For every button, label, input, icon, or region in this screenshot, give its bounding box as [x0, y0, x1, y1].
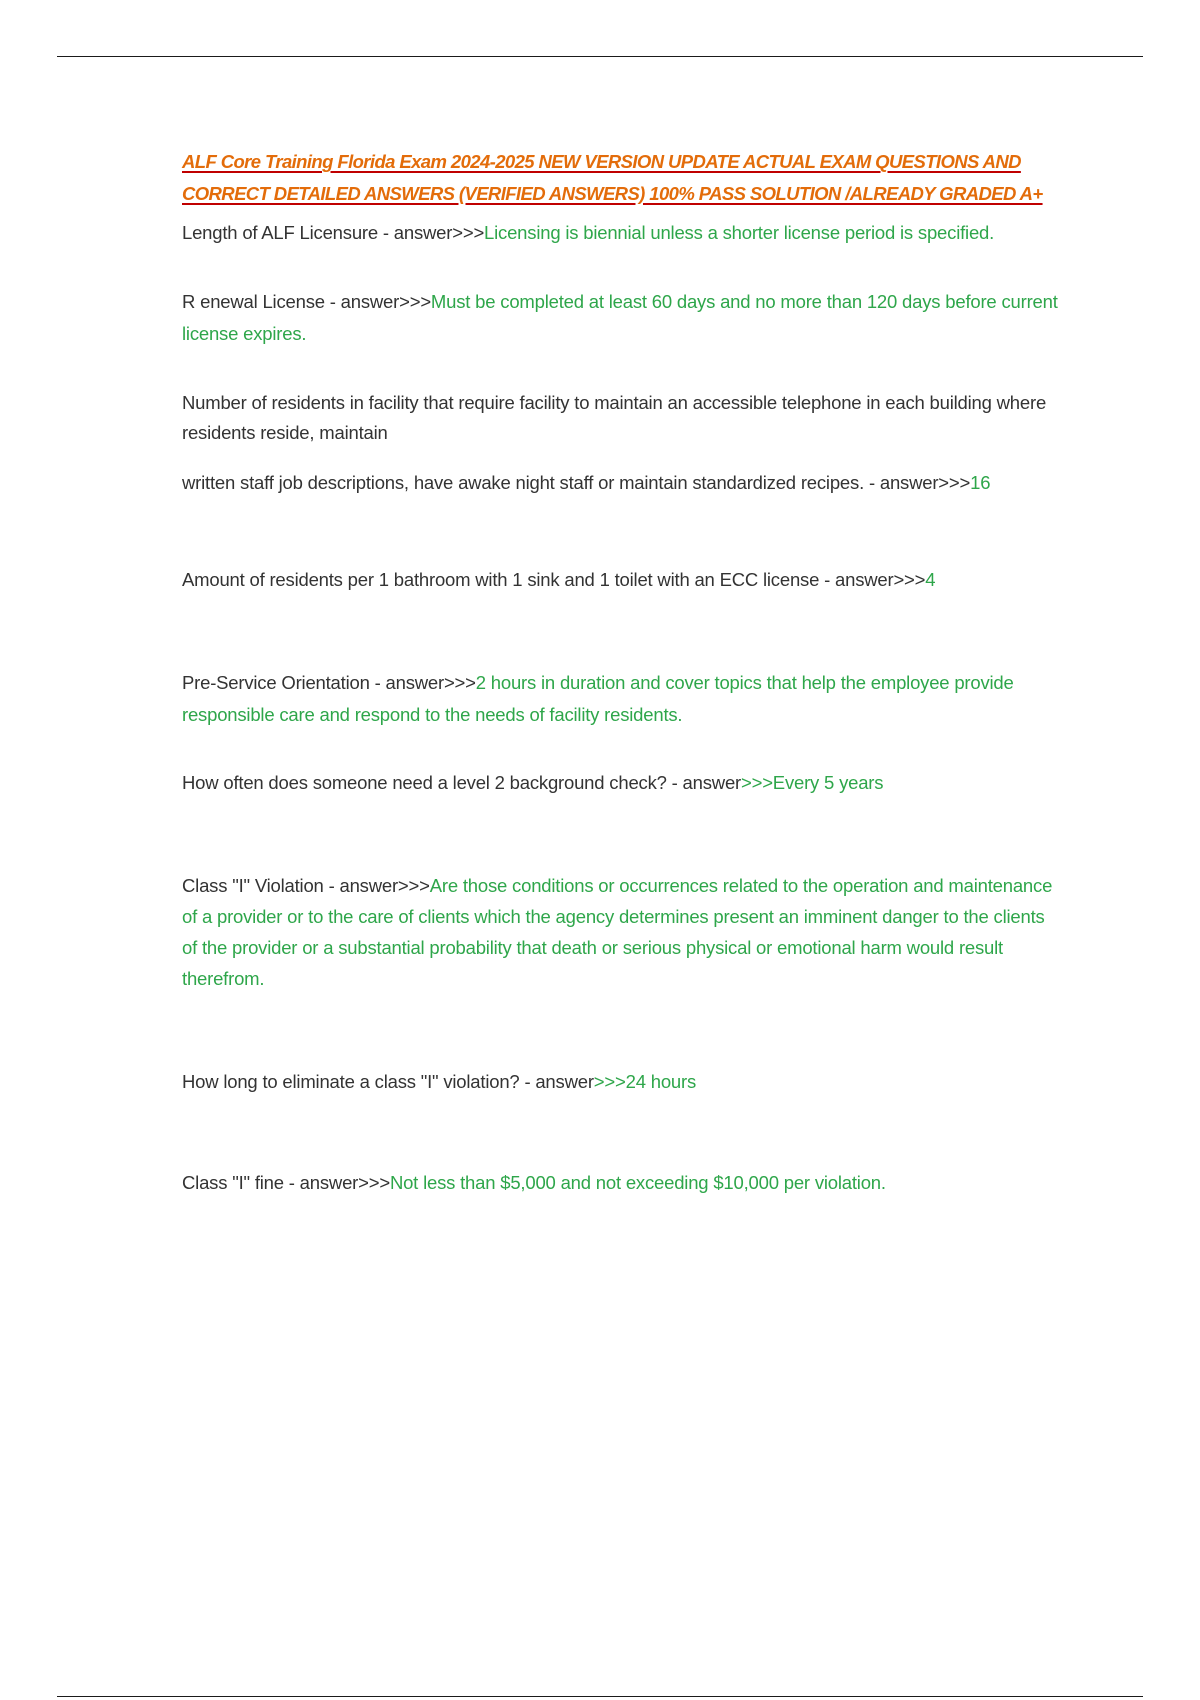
document-title: ALF Core Training Florida Exam 2024-2025 NEW VERSION UPDATE ACTUAL EXAM QUESTIONS AND CORRECT DETAILED ANSWERS (VERIFIED ANSWERS) 100% PASS SOLUTION /ALREADY GRADED A+ — [182, 151, 1043, 204]
answer-text: 4 — [925, 569, 936, 590]
question-text: R enewal License - answer>>> — [182, 291, 431, 312]
question-text: Class "I" fine - answer>>> — [182, 1172, 390, 1193]
document-body — [182, 146, 1062, 1199]
header-rule — [57, 56, 1143, 57]
qa-item-pre-service-orientation — [182, 667, 1062, 731]
question-text: Length of ALF Licensure - answer>>> — [182, 222, 485, 243]
qa-item-renewal-license — [182, 286, 1062, 350]
answer-text: Must be completed at least 60 days and no more than 120 days before current license expires. — [182, 291, 1058, 344]
question-text: Pre-Service Orientation - answer>>> — [182, 672, 476, 693]
question-text-continued: written staff job descriptions, have awake night staff or maintain standardized recipes. - answer>>> — [182, 472, 971, 493]
question-text: Class "I" Violation - answer>>> — [182, 875, 430, 896]
qa-item-class-i-fine — [182, 1167, 1062, 1199]
answer-text: 2 hours in duration and cover topics that help the employee provide responsible care and respond to the needs of facility residents. — [182, 672, 1014, 725]
qa-item-licensure-length — [182, 217, 1062, 249]
answer-text: >>>24 hours — [593, 1071, 697, 1092]
answer-text: 16 — [970, 472, 991, 493]
question-text: How often does someone need a level 2 background check? - answer — [182, 772, 741, 793]
qa-item-resident-count-continuation — [182, 468, 1062, 498]
answer-text: >>>Every 5 years — [741, 772, 884, 793]
qa-item-class-i-violation — [182, 870, 1062, 994]
qa-item-resident-count-question — [182, 388, 1062, 448]
qa-item-background-check — [182, 767, 1062, 799]
qa-item-class-i-elimination — [182, 1066, 1062, 1098]
footer-rule — [57, 1696, 1143, 1697]
question-text: Amount of residents per 1 bathroom with 1 sink and 1 toilet with an ECC license - answer>>> — [182, 569, 926, 590]
question-text: How long to eliminate a class "I" violation? - answer — [182, 1071, 594, 1092]
answer-text: Are those conditions or occurrences related to the operation and maintenance of a provider or to the care of clients which the agency determines present an imminent danger to the clients of the provider or a substantial probability that death or serious physical or emotional harm would result therefrom. — [182, 875, 1053, 989]
answer-text: Licensing is biennial unless a shorter license period is specified. — [484, 222, 995, 243]
qa-item-bathroom-ratio — [182, 564, 1062, 596]
question-text: Number of residents in facility that require facility to maintain an accessible telephone in each building where residents reside, maintain — [182, 392, 1047, 443]
answer-text: Not less than $5,000 and not exceeding $10,000 per violation. — [389, 1172, 886, 1193]
